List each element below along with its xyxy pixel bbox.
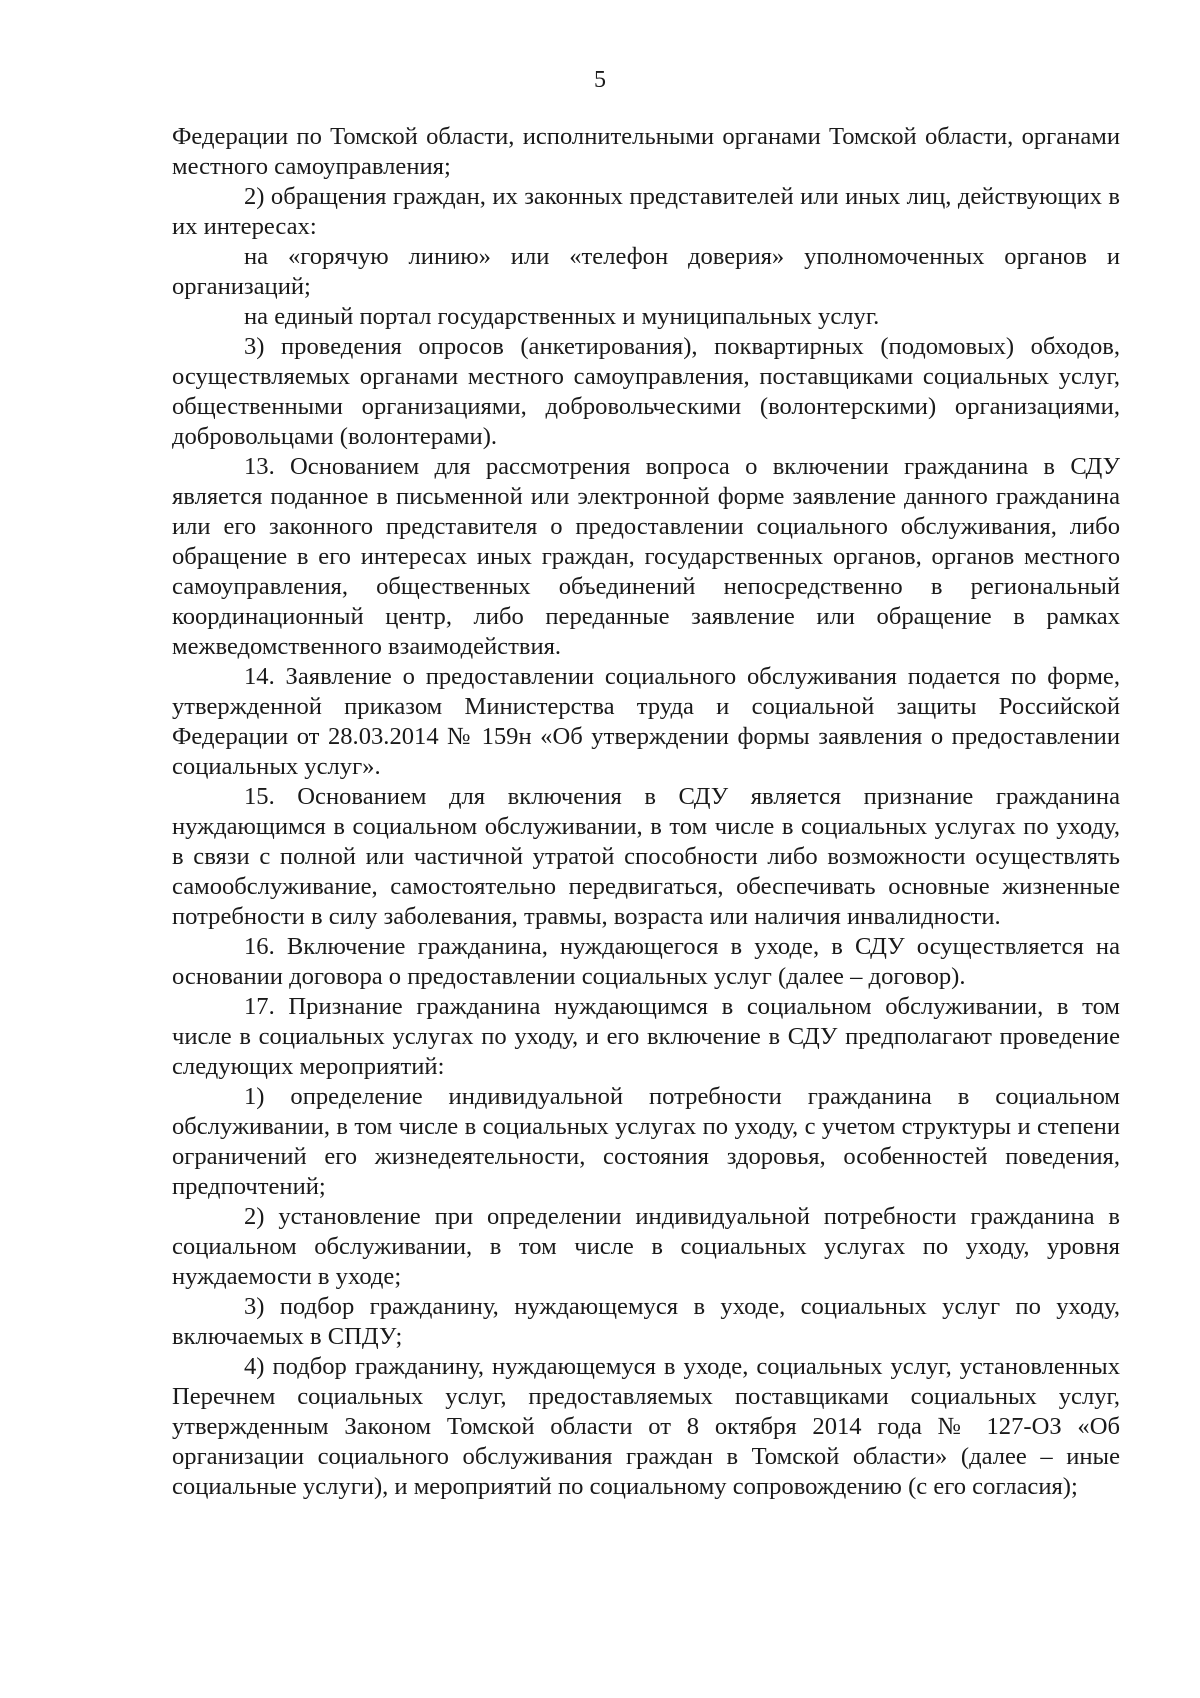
paragraph-item-2: 2) обращения граждан, их законных представителей или иных лиц, действующих в их интересах: xyxy=(172,183,1120,240)
paragraph-14: 14. Заявление о предоставлении социального обслуживания подается по форме, утвержденной приказом Министерства труда и социальной защиты Российской Федерации от 28.03.2014 № 159н «Об утверждении формы заявления о предоставлении социальных услуг». xyxy=(172,663,1120,780)
paragraph-item-3: 3) проведения опросов (анкетирования), поквартирных (подомовых) обходов, осуществляемых органами местного самоуправления, поставщиками социальных услуг, общественными организациями, добровольческими (волонтерскими) организациями, добровольцами (волонтерами). xyxy=(172,333,1120,450)
paragraph-13: 13. Основанием для рассмотрения вопроса о включении гражданина в СДУ является поданное в письменной или электронной форме заявление данного гражданина или его законного представителя о предоставлении социального обслуживания, либо обращение в его интересах иных граждан, государственных органов, органов местного самоуправления, общественных объединений непосредственно в региональный координационный центр, либо переданные заявление или обращение в рамках межведомственного взаимодействия. xyxy=(172,453,1120,660)
paragraph-continuation: Федерации по Томской области, исполнительными органами Томской области, органами местного самоуправления; xyxy=(172,123,1120,180)
paragraph-portal: на единый портал государственных и муниципальных услуг. xyxy=(244,303,880,330)
paragraph-17-item-2: 2) установление при определении индивидуальной потребности гражданина в социальном обслуживании, в том числе в социальных услугах по уходу, уровня нуждаемости в уходе; xyxy=(172,1203,1120,1290)
paragraph-15: 15. Основанием для включения в СДУ является признание гражданина нуждающимся в социальном обслуживании, в том числе в социальных услугах по уходу, в связи с полной или частичной утратой способности либо возможности осуществлять самообслуживание, самостоятельно передвигаться, обеспечивать основные жизненные потребности в силу заболевания, травмы, возраста или наличия инвалидности. xyxy=(172,783,1120,930)
paragraph-16: 16. Включение гражданина, нуждающегося в уходе, в СДУ осуществляется на основании договора о предоставлении социальных услуг (далее – договор). xyxy=(172,933,1120,990)
paragraph-17-item-3: 3) подбор гражданину, нуждающемуся в уходе, социальных услуг по уходу, включаемых в СПДУ; xyxy=(172,1293,1120,1350)
paragraph-17: 17. Признание гражданина нуждающимся в социальном обслуживании, в том числе в социальных услугах по уходу, и его включение в СДУ предполагают проведение следующих мероприятий: xyxy=(172,993,1120,1080)
paragraph-17-item-4: 4) подбор гражданину, нуждающемуся в уходе, социальных услуг, установленных Перечнем социальных услуг, предоставляемых поставщиками социальных услуг, утвержденным Законом Томской области от 8 октября 2014 года № 127-ОЗ «Об организации социального обслуживания граждан в Томской области» (далее – иные социальные услуги), и мероприятий по социальному сопровождению (с его согласия); xyxy=(172,1353,1120,1500)
paragraph-hotline: на «горячую линию» или «телефон доверия» уполномоченных органов и организаций; xyxy=(172,243,1120,300)
document-body xyxy=(172,122,1120,1502)
paragraph-17-item-1: 1) определение индивидуальной потребности гражданина в социальном обслуживании, в том числе в социальных услугах по уходу, с учетом структуры и степени ограничений его жизнедеятельности, состояния здоровья, особенностей поведения, предпочтений; xyxy=(172,1083,1120,1200)
page-number: 5 xyxy=(594,67,606,93)
